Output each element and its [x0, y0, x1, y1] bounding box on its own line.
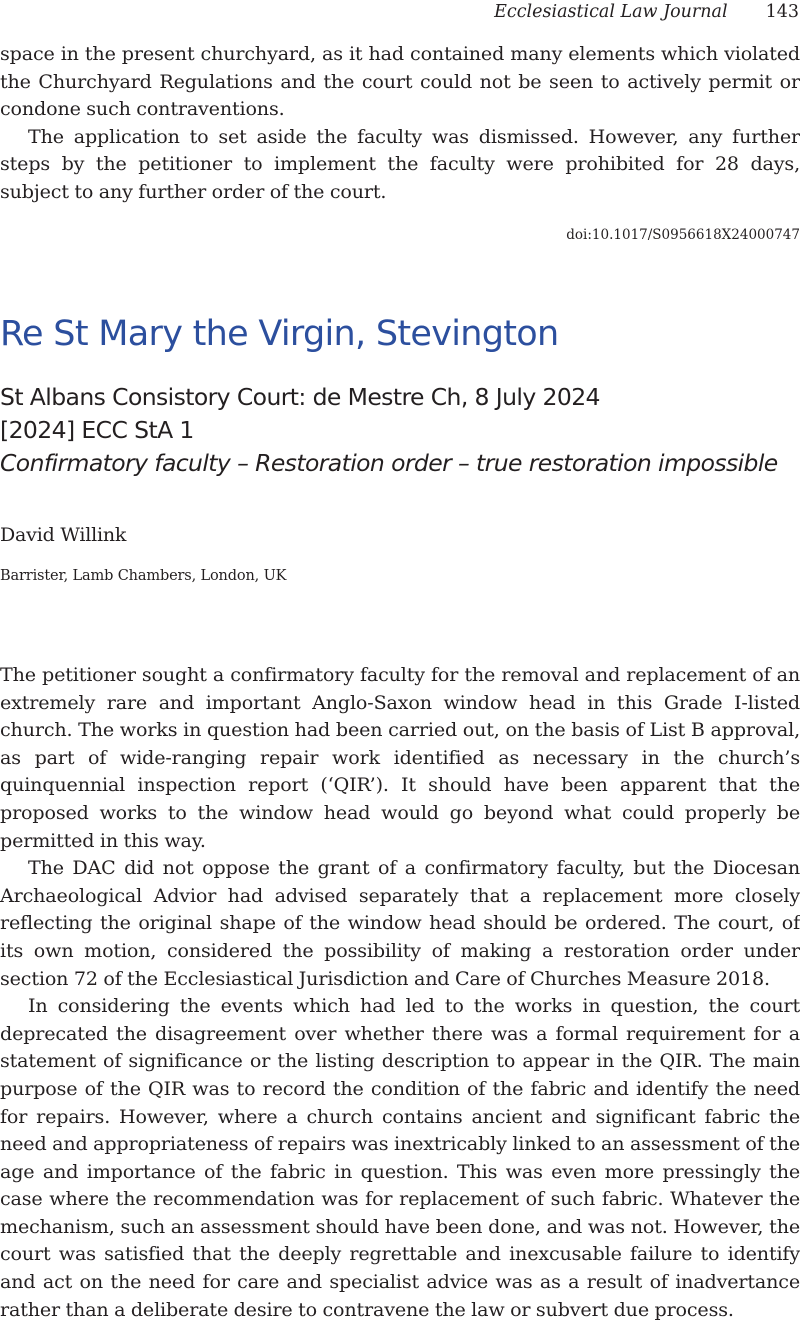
running-head [494, 0, 800, 26]
article-body [0, 661, 800, 1323]
body-paragraph: In considering the events which had led to the works in question, the court deprecated the disagreement over whether there was a formal requirement for a statement of significance or the listing description to appear in the QIR. The main purpose of the QIR was to record the condition of the fabric and identify the need for repairs. However, where a church contains ancient and significant fabric the need and appropriateness of repairs was inextricably linked to an assessment of the age and importance of the fabric in question. This was even more pressingly the case where the recommendation was for replacement of such fabric. Whatever the mechanism, such an assessment should have been done, and was not. However, the court was satisfied that the deeply regrettable and inexcusable failure to identify and act on the need for care and specialist advice was as a result of inadvertance rather than a deliberate desire to contravene the law or subvert due process. [0, 994, 800, 1321]
previous-article-text [0, 40, 800, 206]
body-paragraph: The petitioner sought a confirmatory faculty for the removal and replacement of an extremely rare and important Anglo-Saxon window head in this Grade I-listed church. The works in question had been carried out, on the basis of List B approval, as part of wide-ranging repair work identified as necessary in the church’s quinquennial inspection report (‘QIR’). It should have been apparent that the proposed works to the window head would go beyond what could properly be permitted in this way. [0, 663, 800, 852]
previous-paragraph: The application to set aside the faculty was dismissed. However, any further steps by the petitioner to implement the faculty were prohibited for 28 days, subject to any further order of the court. [0, 124, 800, 203]
page-number: 143 [765, 2, 799, 22]
journal-title: Ecclesiastical Law Journal [494, 2, 728, 22]
previous-paragraph: space in the present churchyard, as it had contained many elements which violated the Churchyard Regulations and the court could not be seen to actively permit or condone such contraventions. [0, 42, 800, 121]
case-keywords: Confirmatory faculty – Restoration order – true restoration impossible [0, 449, 778, 477]
author-name: David Willink [0, 524, 127, 546]
case-info [0, 381, 778, 480]
author-affiliation: Barrister, Lamb Chambers, London, UK [0, 568, 287, 584]
article-title: Re St Mary the Virgin, Stevington [0, 314, 559, 354]
court-line: St Albans Consistory Court: de Mestre Ch, 8 July 2024 [0, 383, 600, 411]
case-citation: [2024] ECC StA 1 [0, 416, 194, 444]
body-paragraph: The DAC did not oppose the grant of a confirmatory faculty, but the Diocesan Archaeological Advior had advised separately that a replacement more closely reflecting the original shape of the window head should be ordered. The court, of its own motion, considered the possibility of making a restoration order under section 72 of the Ecclesiastical Jurisdiction and Care of Churches Measure 2018. [0, 856, 800, 990]
doi-link[interactable]: doi:10.1017/S0956618X24000747 [566, 227, 800, 243]
